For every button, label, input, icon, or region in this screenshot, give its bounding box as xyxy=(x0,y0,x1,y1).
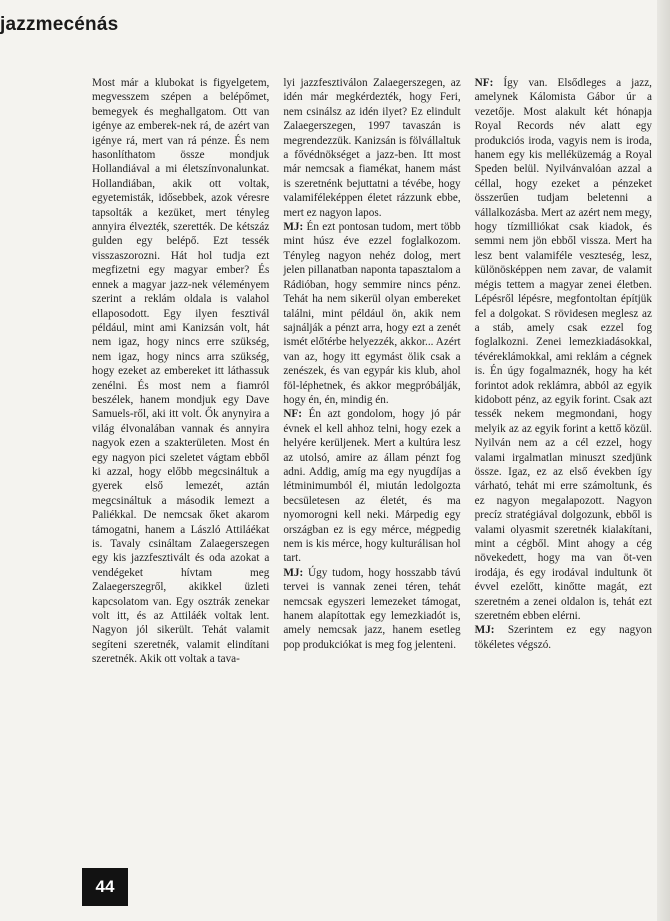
paragraph xyxy=(475,623,652,652)
text-column-3 xyxy=(475,76,652,667)
paragraph xyxy=(283,220,460,407)
speaker-label: NF: xyxy=(283,408,302,421)
paragraph-text: Szerintem ez egy nagyon tökéletes végszó. xyxy=(474,624,652,651)
speaker-label: MJ: xyxy=(474,624,495,637)
paragraph xyxy=(283,76,460,220)
article-body xyxy=(92,76,652,667)
section-header: jazzmecénás xyxy=(0,14,119,35)
page-number: 44 xyxy=(82,868,128,906)
text-column-2 xyxy=(283,76,460,667)
paragraph xyxy=(283,407,460,565)
paragraph-text: lyi jazzfesztiválon Zalaegerszegen, az idén már megkérdezték, hogy Feri, nem csinálsz az idén ilyet? Ez elindult Zalaegerszegen, 1997 tavaszán is megrendezzük. Kanizsán is fölvállaltuk a fővédnökséget a jazz-ben. Itt most már nemcsak a fiamékat, hanem mást is szeretnénk bejuttatni a tévébe, hogy valamiféleképpen életet rázzunk ebbe, mert ez nagyon lapos. xyxy=(283,77,461,219)
speaker-label: NF: xyxy=(474,77,494,89)
speaker-label: MJ: xyxy=(283,566,304,579)
speaker-label: MJ: xyxy=(283,221,304,234)
paragraph xyxy=(92,76,269,667)
paragraph-text: Én azt gondolom, hogy jó pár évnek el kell ahhoz telni, hogy ezek a helyére kerüljenek. Mert a kultúra lesz az utolsó, amire az állam pénzt fog adni. Addig, amíg ma egy nyugdíjas a létminimumból él, miután ledolgozta becsületesen az életét, és ma nyomorogni kell neki. Márpedig egy országban ez is egy mérce, mégpedig nem is kis mérce, hogy kulturálisan hol tart. xyxy=(283,408,461,565)
paragraph-text: Így van. Elsődleges a jazz, amelynek Kálomista Gábor úr a vezetője. Most alakult két hónapja Royal Records név alatt egy produkciós iroda, vagyis nem is iroda, hanem egy kis melléküzemág a Royal Speden belül. Nyilvánvalóan azzal a céllal, hogy ezeket a pénzeket összerűen tudjam beletenni a vállalkozásba. Mert az azért nem megy, hogy tízmilliókat csak kiadok, és semmi nem jön ebből vissza. Mert ha lesz bent valamiféle veszteség, lesz, különösképpen nem zavar, de valamit mégis tettem a magyar zenei életben. Lépésről lépésre, megfontoltan építjük fel a dolgokat. S rövidesen meglesz az a stáb, amely csak ezzel fog foglalkozni. Zenei lemezkiadásokkal, tévéreklámokkal, ami reklám a cégnek is. Én úgy fogalmaznék, hogy ha két forintot adok reklámra, abból az egyik kidobott pénz, az egyik forint. Csak azt tessék nekem megmondani, hogy melyik az az egyik forint a kettő közül. Nyilván nem az a cél ezzel, hogy valami irgalmatlan minuszt szedjünk össze. Igaz, ez az első években így várható, tehát mi erre számoltunk, és ez nagyon megalapozott. Nagyon precíz stratégiával dolgozunk, ebből is valami olyasmit szeretnék kialakítani, mint a cégből. Mint ahogy a cég növekedett, hogy ma van öt-ven irodája, és egy irodával indultunk öt évvel ezelőtt, kinőtte magát, ezt szeretném a zenei oldalon is, tehát ezt szeretném ebben elérni. xyxy=(474,77,652,623)
paragraph-text: Most már a klubokat is figyelgetem, megvesszem szépen a belépőmet, bemegyek és meghallgatom. Ott van igénye az emberek-nek rá, de azért van igénye rá, mert van rá pénze. És nem hasonlíthatom össze mondjuk Hollandiával a mi életszínvonalunkat. Hollandiában, akik ott voltak, egyetemisták, idősebbek, azok véresre tapsolták a kezüket, mert tényleg annyira élvezték, szerették. De kétszáz gulden egy belépő. Ezt tessék visszaszorozni. Hát hol tudja ezt megfizetni egy magyar ember? És ennek a magyar jazz-nek véleményem szerint a reklám oldala is valahol ellaposodott. Egy ilyen fesztivál például, mint ami Kanizsán volt, hát nem igaz, hogy nincs erre szükség, nem igaz, hogy nincs arra szükség, hogy ezeket az embereket itt láthassuk zenélni. És most nem a fiamról beszélek, hanem mondjuk egy Dave Samuels-ről, aki itt volt. Ők anynyira a világ élvonalában vannak és annyira nagyok ezen a szakterületen. Most én egy nagyon pici szeletet vágtam ebből ki azzal, hogy előbb megcsináltuk a gyerek első lemezét, aztán megcsináltuk a második lemezt a Paliékkal. De nemcsak őket akarom támogatni, hanem a László Attiláékat is. Tavaly csináltam Zalaegerszegen egy kis jazzfesztivált és oda azokat a vendégeket hívtam meg Zalaegerszegről, akikkel üzleti kapcsolatom van. Egy osztrák zenekar volt itt, és az Attiláék voltak lent. Nagyon jól sikerült. Tehát valamit segíteni szeretnék, valamit elindítani szeretnék. Akik ott voltak a tava- xyxy=(92,77,270,666)
paragraph-text: Én ezt pontosan tudom, mert több mint húsz éve ezzel foglalkozom. Tényleg nagyon nehéz dolog, mert jelen pillanatban naponta tapasztalom a Rádióban, hogy semmire nincs pénz. Tehát ha nem sikerül olyan embereket találni, mint például ön, akik nem sajnálják a pénzt arra, hogy ezt a zenét ismét előtérbe helyezzék, akkor... Azért van az, hogy itt egymást ölik csak a zenészek, és van egypár kis klub, ahol föl-léphetnek, és akkor megpróbálják, hogy én, én, mindig én. xyxy=(283,221,461,406)
paragraph xyxy=(283,566,460,652)
paragraph xyxy=(475,76,652,623)
page-gutter xyxy=(657,0,670,921)
paragraph-text: Úgy tudom, hogy hosszabb távú tervei is vannak zenei téren, tehát nemcsak egyszeri lemezeket támogat, hanem alapítottak egy lemezkiadót is, amely nemcsak jazz, hanem esetleg pop produkciókat is meg fog jelenteni. xyxy=(283,566,461,651)
text-column-1 xyxy=(92,76,269,667)
